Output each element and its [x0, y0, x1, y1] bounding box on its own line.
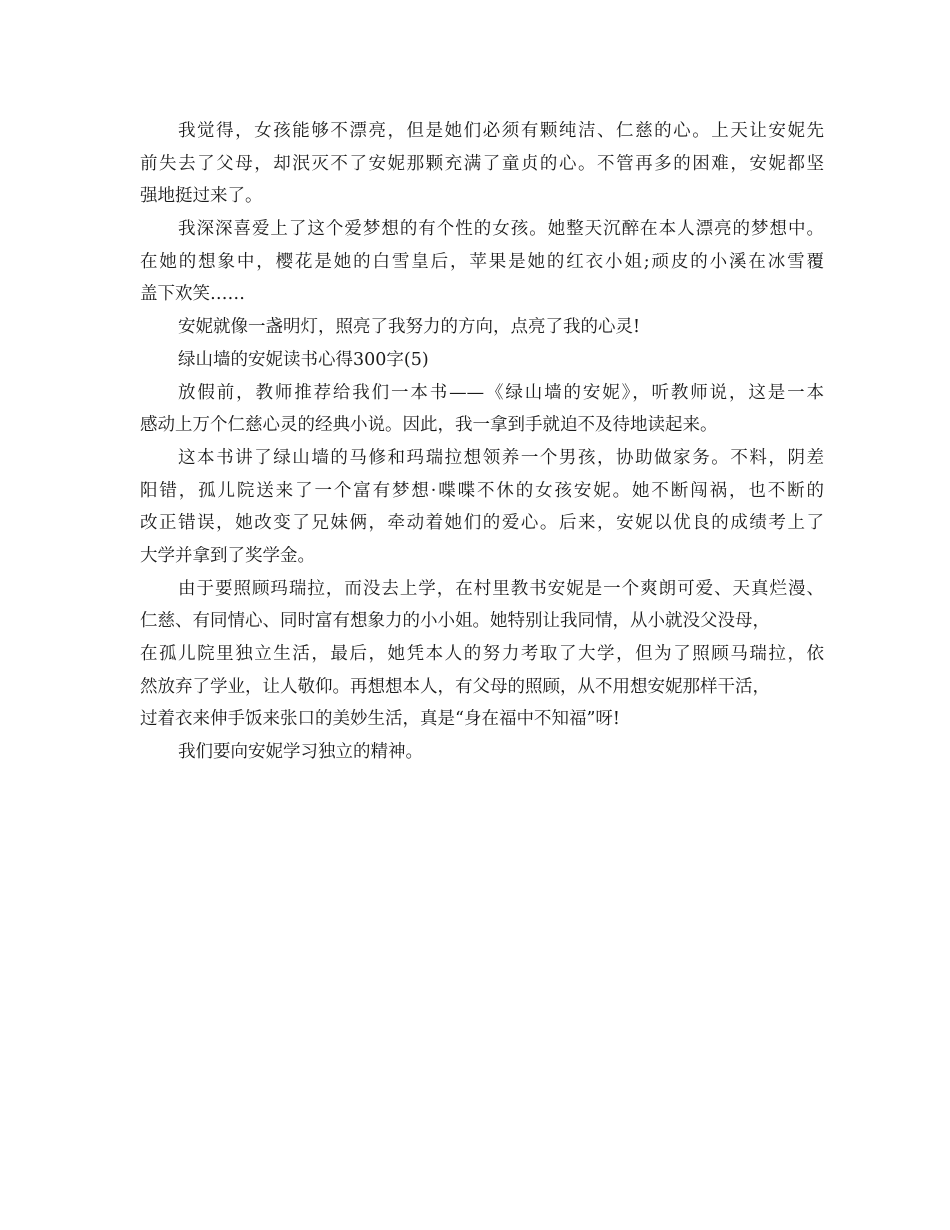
text-line: 大学并拿到了奖学金。	[140, 545, 315, 566]
text-line: 强地挺过来了。	[140, 186, 263, 207]
text-line: 由于要照顾玛瑞拉，而没去上学，在村里教书安妮是一个爽朗可爱、天真烂漫、	[178, 578, 824, 599]
text-line: 在她的想象中，樱花是她的白雪皇后，苹果是她的红衣小姐;顽皮的小溪在冰雪覆	[140, 251, 824, 272]
text-line: 仁慈、有同情心、同时富有想象力的小小姐。她特别让我同情，从小就没父没母，	[140, 611, 770, 632]
text-line: 前失去了父母，却泯灭不了安妮那颗充满了童贞的心。不管再多的困难，安妮都坚	[140, 153, 824, 174]
text-line: 感动上万个仁慈心灵的经典小说。因此，我一拿到手就迫不及待地读起来。	[140, 415, 718, 436]
text-line: 放假前，教师推荐给我们一本书——《绿山墙的安妮》，听教师说，这是一本	[178, 382, 824, 403]
document-body	[140, 115, 824, 769]
text-line: 我深深喜爱上了这个爱梦想的有个性的女孩。她整天沉醉在本人漂亮的梦想中。	[178, 219, 824, 240]
text-line: 在孤儿院里独立生活，最后，她凭本人的努力考取了大学，但为了照顾马瑞拉，依	[140, 644, 824, 664]
text-line: 我觉得，女孩能够不漂亮，但是她们必须有颗纯洁、仁慈的心。上天让安妮先	[178, 121, 824, 141]
text-line: 我们要向安妮学习独立的精神。	[178, 742, 423, 763]
text-line: 这本书讲了绿山墙的马修和玛瑞拉想领养一个男孩，协助做家务。不料，阴差	[178, 447, 824, 468]
section-heading: 绿山墙的安妮读书心得300字(5)	[178, 349, 429, 370]
text-line: 盖下欢笑……	[140, 284, 245, 305]
text-line: 过着衣来伸手饭来张口的美妙生活，真是“身在福中不知福”呀!	[140, 709, 620, 730]
text-line: 安妮就像一盏明灯，照亮了我努力的方向，点亮了我的心灵!	[178, 317, 641, 338]
text-line: 改正错误，她改变了兄妹俩，牵动着她们的爱心。后来，安妮以优良的成绩考上了	[140, 513, 824, 534]
text-line: 然放弃了学业，让人敬仰。再想想本人，有父母的照顾，从不用想安妮那样干活，	[140, 676, 770, 697]
text-line: 阳错，孤儿院送来了一个富有梦想·喋喋不休的女孩安妮。她不断闯祸，也不断的	[140, 480, 824, 501]
